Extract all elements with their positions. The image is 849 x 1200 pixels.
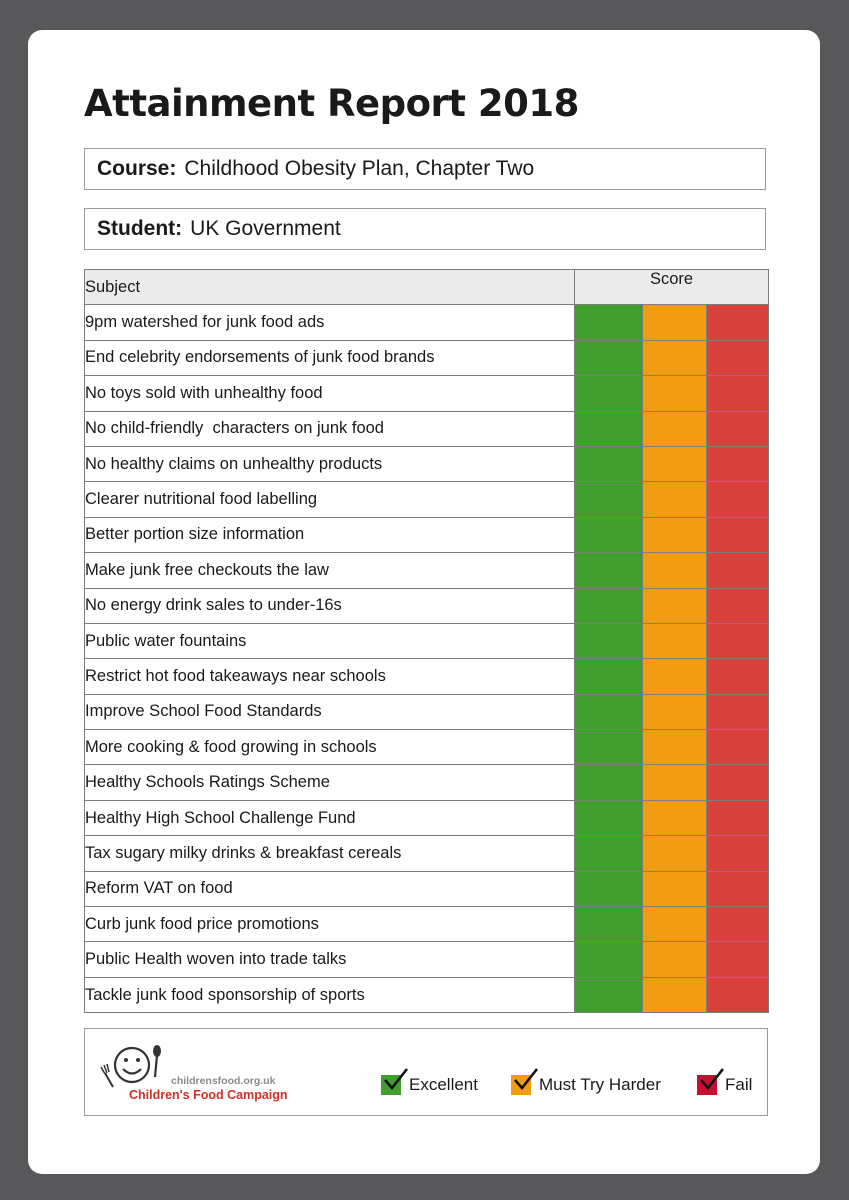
table-row [85, 659, 769, 694]
subject-cell: No energy drink sales to under-16s [85, 588, 575, 623]
score-excellent-cell [575, 305, 643, 340]
legend-fail [697, 1075, 752, 1095]
score-must-try-harder-cell [643, 907, 707, 942]
course-value: Childhood Obesity Plan, Chapter Two [184, 157, 535, 180]
table-header-row [85, 270, 769, 305]
score-fail-cell [707, 977, 769, 1012]
smiley-cutlery-icon [95, 1043, 175, 1093]
subject-cell: Restrict hot food takeaways near schools [85, 659, 575, 694]
score-excellent-cell [575, 446, 643, 481]
subject-cell: Better portion size information [85, 517, 575, 552]
score-fail-cell [707, 588, 769, 623]
subject-cell: No healthy claims on unhealthy products [85, 446, 575, 481]
score-fail-cell [707, 376, 769, 411]
score-excellent-cell [575, 765, 643, 800]
subject-column-header: Subject [85, 270, 575, 305]
score-must-try-harder-cell [643, 340, 707, 375]
score-excellent-cell [575, 800, 643, 835]
table-row [85, 305, 769, 340]
course-label: Course: [97, 157, 177, 180]
student-field [84, 208, 766, 250]
table-row [85, 340, 769, 375]
score-excellent-cell [575, 942, 643, 977]
subject-cell: Curb junk food price promotions [85, 907, 575, 942]
fail-check-icon [697, 1075, 717, 1095]
logo-org-name: Children's Food Campaign [129, 1088, 288, 1102]
table-row [85, 765, 769, 800]
score-fail-cell [707, 836, 769, 871]
score-excellent-cell [575, 659, 643, 694]
legend-excellent [381, 1075, 478, 1095]
subject-cell: Clearer nutritional food labelling [85, 482, 575, 517]
score-must-try-harder-cell [643, 553, 707, 588]
score-excellent-cell [575, 694, 643, 729]
score-fail-cell [707, 907, 769, 942]
student-value: UK Government [190, 217, 341, 240]
subject-cell: Make junk free checkouts the law [85, 553, 575, 588]
footer-legend-box [84, 1028, 768, 1116]
score-must-try-harder-cell [643, 800, 707, 835]
score-must-try-harder-cell [643, 942, 707, 977]
table-row [85, 517, 769, 552]
score-excellent-cell [575, 977, 643, 1012]
score-fail-cell [707, 340, 769, 375]
score-excellent-cell [575, 411, 643, 446]
score-must-try-harder-cell [643, 411, 707, 446]
score-fail-cell [707, 765, 769, 800]
legend-must-try-harder-label: Must Try Harder [539, 1075, 661, 1094]
subject-cell: More cooking & food growing in schools [85, 730, 575, 765]
score-excellent-cell [575, 871, 643, 906]
score-must-try-harder-cell [643, 871, 707, 906]
table-row [85, 977, 769, 1012]
score-fail-cell [707, 446, 769, 481]
legend-fail-label: Fail [725, 1075, 753, 1094]
score-must-try-harder-cell [643, 482, 707, 517]
legend-must-try-harder [511, 1075, 661, 1095]
score-fail-cell [707, 482, 769, 517]
score-excellent-cell [575, 517, 643, 552]
subject-cell: Tax sugary milky drinks & breakfast cereals [85, 836, 575, 871]
table-row [85, 871, 769, 906]
score-fail-cell [707, 411, 769, 446]
score-must-try-harder-cell [643, 765, 707, 800]
subject-cell: Healthy Schools Ratings Scheme [85, 765, 575, 800]
student-label: Student: [97, 217, 183, 240]
score-fail-cell [707, 694, 769, 729]
table-body [85, 305, 769, 1013]
course-field [84, 148, 766, 190]
subject-cell: Public Health woven into trade talks [85, 942, 575, 977]
subject-cell: Healthy High School Challenge Fund [85, 800, 575, 835]
score-fail-cell [707, 659, 769, 694]
subject-cell: Reform VAT on food [85, 871, 575, 906]
score-must-try-harder-cell [643, 730, 707, 765]
subject-cell: Public water fountains [85, 623, 575, 658]
score-fail-cell [707, 730, 769, 765]
score-fail-cell [707, 553, 769, 588]
table-row [85, 376, 769, 411]
table-row [85, 800, 769, 835]
score-fail-cell [707, 517, 769, 552]
score-must-try-harder-cell [643, 446, 707, 481]
subject-cell: 9pm watershed for junk food ads [85, 305, 575, 340]
table-row [85, 482, 769, 517]
score-must-try-harder-cell [643, 305, 707, 340]
subject-cell: End celebrity endorsements of junk food brands [85, 340, 575, 375]
table-row [85, 446, 769, 481]
score-must-try-harder-cell [643, 659, 707, 694]
score-excellent-cell [575, 588, 643, 623]
score-must-try-harder-cell [643, 836, 707, 871]
score-must-try-harder-cell [643, 588, 707, 623]
subject-cell: No toys sold with unhealthy food [85, 376, 575, 411]
score-fail-cell [707, 800, 769, 835]
score-excellent-cell [575, 340, 643, 375]
legend-excellent-label: Excellent [409, 1075, 478, 1094]
score-excellent-cell [575, 553, 643, 588]
childrens-food-campaign-logo [95, 1043, 315, 1105]
must-try-harder-check-icon [511, 1075, 531, 1095]
table-row [85, 588, 769, 623]
score-excellent-cell [575, 376, 643, 411]
score-must-try-harder-cell [643, 376, 707, 411]
score-column-header: Score [575, 270, 769, 305]
table-row [85, 907, 769, 942]
subject-cell: No child-friendly characters on junk food [85, 411, 575, 446]
excellent-check-icon [381, 1075, 401, 1095]
score-excellent-cell [575, 482, 643, 517]
logo-url-text: childrensfood.org.uk [171, 1075, 276, 1087]
page-title: Attainment Report 2018 [84, 82, 579, 125]
table-row [85, 836, 769, 871]
subject-cell: Tackle junk food sponsorship of sports [85, 977, 575, 1012]
score-fail-cell [707, 305, 769, 340]
score-fail-cell [707, 942, 769, 977]
score-excellent-cell [575, 623, 643, 658]
score-table [84, 269, 769, 1013]
score-fail-cell [707, 623, 769, 658]
score-must-try-harder-cell [643, 694, 707, 729]
table-row [85, 694, 769, 729]
score-excellent-cell [575, 907, 643, 942]
score-excellent-cell [575, 836, 643, 871]
score-excellent-cell [575, 730, 643, 765]
subject-cell: Improve School Food Standards [85, 694, 575, 729]
table-row [85, 942, 769, 977]
table-row [85, 730, 769, 765]
table-row [85, 411, 769, 446]
score-fail-cell [707, 871, 769, 906]
score-must-try-harder-cell [643, 517, 707, 552]
score-must-try-harder-cell [643, 977, 707, 1012]
table-row [85, 553, 769, 588]
table-row [85, 623, 769, 658]
score-must-try-harder-cell [643, 623, 707, 658]
